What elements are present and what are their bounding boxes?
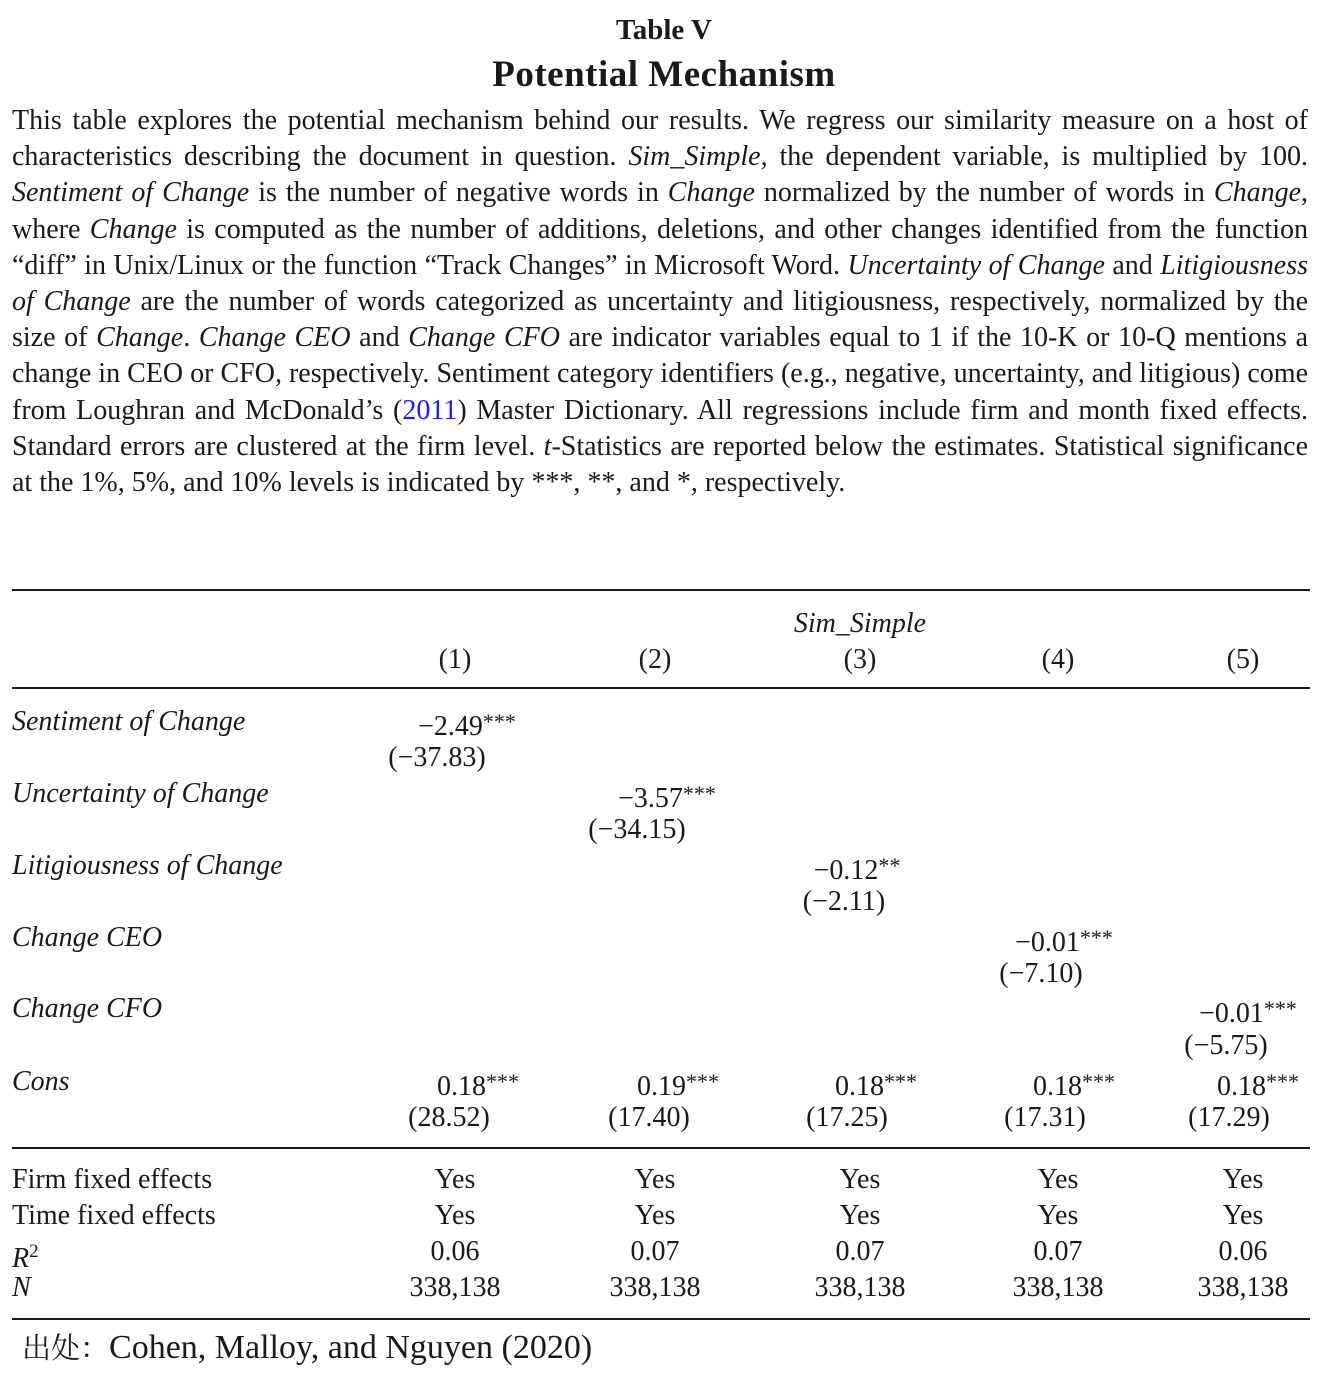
cons-tstat-1: (28.52) [408,1102,490,1133]
n-2: 338,138 [609,1272,701,1303]
tstat-sentiment: (−37.83) [388,742,486,773]
time-fe-5: Yes [1222,1200,1264,1231]
r-squared-5: 0.06 [1218,1236,1268,1267]
row-label-uncertainty: Uncertainty of Change [12,778,269,809]
row-label-litigiousness: Litigiousness of Change [12,850,283,881]
time-fe-3: Yes [839,1200,881,1231]
n-5: 338,138 [1197,1272,1289,1303]
n-3: 338,138 [814,1272,906,1303]
firm-fe-4: Yes [1037,1164,1079,1195]
dependent-variable-header: Sim_Simple [793,608,927,639]
firm-fe-3: Yes [839,1164,881,1195]
n-1: 338,138 [409,1272,501,1303]
column-header-2: (2) [638,644,672,675]
source-note [22,1326,592,1367]
source-prefix: 出处： [22,1331,110,1365]
table-title: Potential Mechanism [492,54,836,95]
cons-tstat-3: (17.25) [806,1102,888,1133]
firm-fe-2: Yes [634,1164,676,1195]
top-rule [12,589,1310,591]
tstat-change-ceo: (−7.10) [999,958,1083,989]
estimate-change-cfo: −0.01*** [1199,996,1297,1029]
n-4: 338,138 [1012,1272,1104,1303]
row-label-n: N [12,1272,31,1303]
cons-estimate-4: 0.18*** [1033,1069,1115,1102]
table-label: Table V [616,14,712,46]
tstat-change-cfo: (−5.75) [1184,1030,1268,1061]
time-fe-2: Yes [634,1200,676,1231]
row-label-firm-fe: Firm fixed effects [12,1164,213,1195]
column-header-3: (3) [843,644,877,675]
time-fe-4: Yes [1037,1200,1079,1231]
column-header-4: (4) [1041,644,1075,675]
firm-fe-5: Yes [1222,1164,1264,1195]
cons-estimate-3: 0.18*** [835,1069,917,1102]
r-squared-2: 0.07 [630,1236,680,1267]
cons-tstat-4: (17.31) [1004,1102,1086,1133]
bottom-rule [12,1318,1310,1320]
row-label-cons: Cons [12,1066,70,1097]
cons-estimate-2: 0.19*** [637,1069,719,1102]
body-rule [12,1147,1310,1149]
row-label-time-fe: Time fixed effects [12,1200,216,1231]
row-label-change-cfo: Change CFO [12,993,163,1024]
r-squared-1: 0.06 [430,1236,480,1267]
estimate-litigiousness: −0.12** [813,853,901,886]
row-label-change-ceo: Change CEO [12,922,163,953]
cons-estimate-1: 0.18*** [437,1069,519,1102]
estimate-change-ceo: −0.01*** [1015,925,1113,958]
time-fe-1: Yes [434,1200,476,1231]
cons-tstat-2: (17.40) [608,1102,690,1133]
source-text: Cohen, Malloy, and Nguyen (2020) [109,1329,593,1366]
tstat-uncertainty: (−34.15) [588,814,686,845]
citation-link[interactable]: 2011 [402,394,458,426]
column-header-5: (5) [1226,644,1260,675]
table-caption: This table explores the potential mechanism behind our results. We regress our similarity measure on a host of characteristics describing the document in question. Sim_Simple, the dependent variable, is multiplied by 100. Sentiment of Change is the number of negative words in Change normalized by the number of words in Change, where Change is computed as the number of additions, deletions, and other changes identified from the function “diff” in Unix/Linux or the function “Track Changes” in Microsoft Word. Uncertainty of Change and Litigiousness of Change are the number of words categorized as uncertainty and litigiousness, respectively, normalized by the size of Change. Change CEO and Change CFO are indicator variables equal to 1 if the 10-K or 10-Q mentions a change in CEO or CFO, respectively. Sentiment category identifiers (e.g., negative, uncertainty, and litigious) come from Loughran and McDonald’s (2011) Master Dictionary. All regressions include firm and month fixed effects. Standard errors are clustered at the firm level. t-Statistics are reported below the estimates. Statistical significance at the 1%, 5%, and 10% levels is indicated by ***, **, and *, respectively. [12,105,1309,499]
column-header-1: (1) [438,644,472,675]
firm-fe-1: Yes [434,1164,476,1195]
row-label-r-squared: $R^2$ [12,1241,39,1274]
row-label-sentiment: Sentiment of Change [12,706,246,737]
tstat-litigiousness: (−2.11) [802,886,886,917]
r-squared-4: 0.07 [1033,1236,1083,1267]
cons-estimate-5: 0.18*** [1217,1069,1299,1102]
header-rule [12,687,1310,689]
cons-tstat-5: (17.29) [1188,1102,1270,1133]
estimate-sentiment: −2.49*** [418,709,516,742]
estimate-uncertainty: −3.57*** [618,781,716,814]
r-squared-3: 0.07 [835,1236,885,1267]
